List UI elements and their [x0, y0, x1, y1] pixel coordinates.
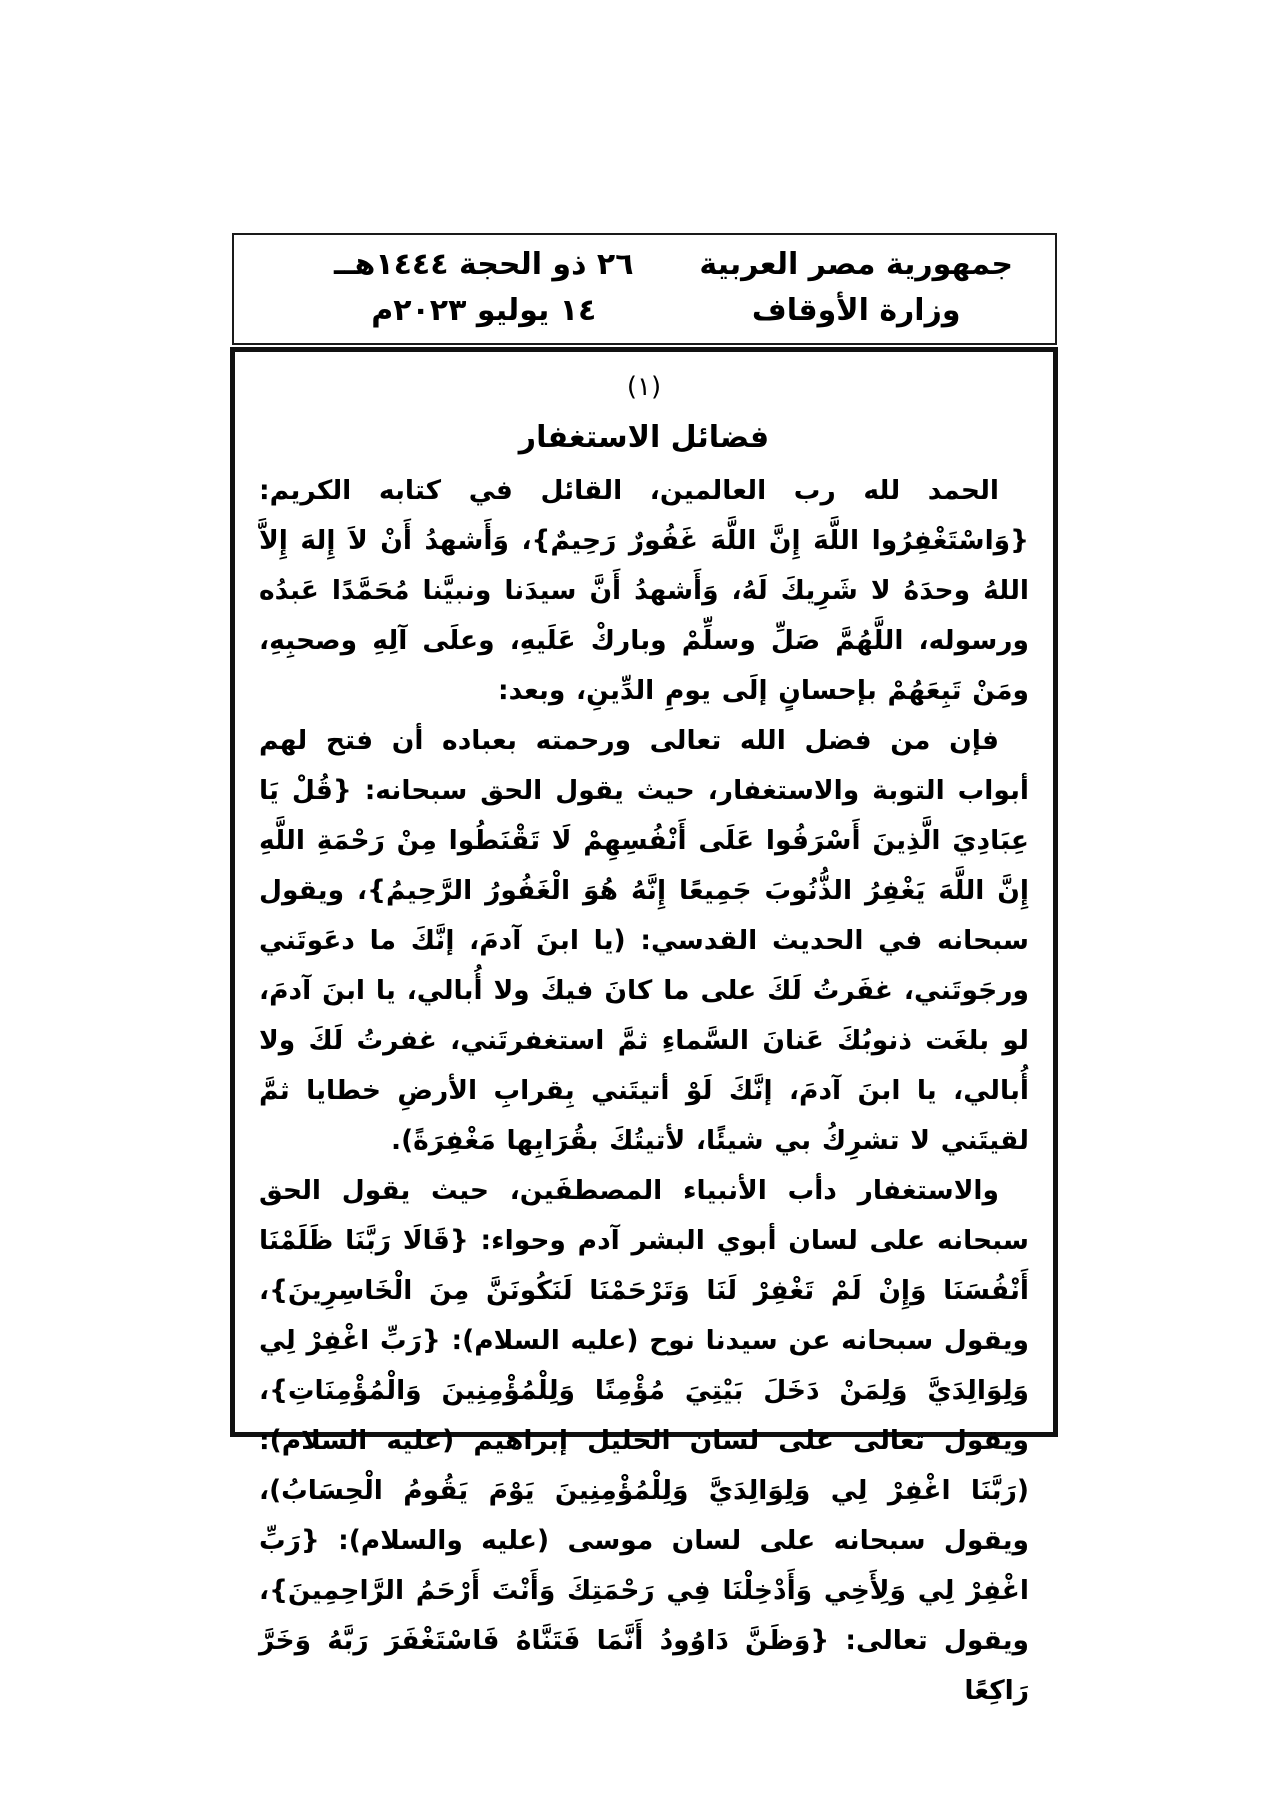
paragraph-prophets-istighfar: والاستغفار دأب الأنبياء المصطفَين، حيث يقول الحق سبحانه على لسان أبوي البشر آدم وحواء: {قَالَا رَبَّنَا ظَلَمْنَا أَنْفُسَنَا وَإِنْ لَمْ تَغْفِرْ لَنَا وَتَرْحَمْنَا لَنَكُونَنَّ مِنَ الْخَاسِرِينَ}، ويقول سبحانه عن سيدنا نوح (عليه السلام): {رَبِّ اغْفِرْ لِي وَلِوَالِدَيَّ وَلِمَنْ دَخَلَ بَيْتِيَ مُؤْمِنًا وَلِلْمُؤْمِنِينَ وَالْمُؤْمِنَاتِ}، ويقول تعالى على لسان الخليل إبراهيم (عليه السلام): (رَبَّنَا اغْفِرْ لِي وَلِوَالِدَيَّ وَلِلْمُؤْمِنِينَ يَوْمَ يَقُومُ الْحِسَابُ)، ويقول سبحانه على لسان موسى (عليه والسلام): {رَبِّ اغْفِرْ لِي وَلِأَخِي وَأَدْخِلْنَا فِي رَحْمَتِكَ وَأَنْتَ أَرْحَمُ الرَّاحِمِينَ}، ويقول تعالى: {وَظَنَّ دَاوُودُ أَنَّمَا فَتَنَّاهُ فَاسْتَغْفَرَ رَبَّهُ وَخَرَّ رَاكِعًا — [259, 1175, 1029, 1706]
org-name-republic: جمهورية مصر العربية — [699, 247, 1013, 282]
date-gregorian: ١٤ يوليو ٢٠٢٣م — [371, 293, 597, 328]
page-number: (١) — [626, 372, 662, 402]
letterhead-box — [232, 233, 1057, 345]
document-body-box — [230, 347, 1058, 1706]
paragraph-doors-of-repentance: فإن من فضل الله تعالى ورحمته بعباده أن فتح لهم أبواب التوبة والاستغفار، حيث يقول الحق سبحانه: {قُلْ يَا عِبَادِيَ الَّذِينَ أَسْرَفُوا عَلَى أَنْفُسِهِمْ لَا تَقْنَطُوا مِنْ رَحْمَةِ اللَّهِ إِنَّ اللَّهَ يَغْفِرُ الذُّنُوبَ جَمِيعًا إِنَّهُ هُوَ الْغَفُورُ الرَّحِيمُ}، ويقول سبحانه في الحديث القدسي: (يا ابنَ آدمَ، إنَّكَ ما دعَوتَني ورجَوتَني، غفَرتُ لَكَ على ما كانَ فيكَ ولا أُبالي، يا ابنَ آدمَ، لو بلغَت ذنوبُكَ عَنانَ السَّماءِ ثمَّ استغفرتَني، غفرتُ لَكَ ولا أُبالي، يا ابنَ آدمَ، إنَّكَ لَوْ أتيتَني بِقرابِ الأرضِ خطايا ثمَّ لقيتَني لا تشرِكُ بي شيئًا، لأتيتُكَ بقُرَابِها مَغْفِرَةً). — [259, 725, 1029, 1156]
org-name-ministry: وزارة الأوقاف — [751, 293, 961, 328]
letterhead-org-column — [699, 243, 1013, 333]
paragraph-opening-praise: الحمد لله رب العالمين، القائل في كتابه الكريم: {وَاسْتَغْفِرُوا اللَّهَ إِنَّ اللَّهَ غَفُورٌ رَحِيمٌ}، وَأَشهدُ أَنْ لاَ إِلهَ إِلاَّ اللهُ وحدَهُ لا شَرِيكَ لَهُ، وَأَشهدُ أَنَّ سيدَنا ونبيَّنا مُحَمَّدًا عَبدُه ورسوله، اللَّهُمَّ صَلِّ وسلِّمْ وباركْ عَلَيهِ، وعلَى آلِهِ وصحبِهِ، ومَنْ تَبِعَهُمْ بإحسانٍ إلَى يومِ الدِّينِ، وبعد: — [259, 475, 1029, 706]
date-hijri: ٢٦ ذو الحجة ١٤٤٤هــ — [334, 247, 634, 282]
document-title: فضائل الاستغفار — [518, 420, 770, 455]
letterhead-date-column — [334, 243, 634, 333]
